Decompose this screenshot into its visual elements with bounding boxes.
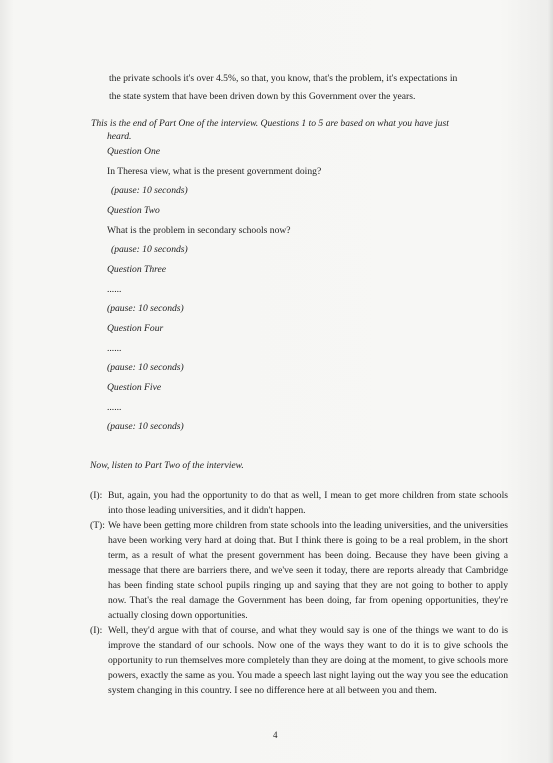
question-four-heading: Question Four	[107, 323, 164, 334]
scan-edge-shadow	[547, 0, 553, 763]
question-three-text: ......	[107, 284, 122, 295]
intro-line-1: the private schools it's over 4.5%, so that, you know, that's the problem, it's expectations in	[109, 73, 458, 84]
dialogue-speaker: (I):	[90, 625, 103, 636]
question-five-heading: Question Five	[107, 382, 162, 393]
question-four-text: ......	[107, 343, 122, 354]
page-number: 4	[273, 730, 278, 740]
dialogue-text: But, again, you had the opportunity to do that as well, I mean to get more children from state schools into those leading universities, and it didn't happen.	[108, 490, 508, 516]
question-five-pause: (pause: 10 seconds)	[107, 421, 184, 432]
question-three-heading: Question Three	[107, 264, 167, 275]
question-two-text: What is the problem in secondary schools now?	[107, 225, 291, 236]
dialogue-text: Well, they'd argue with that of course, and what they would say is one of the things we want to do is improve the standard of our schools. Now one of the ways they want to do it is to give schools the opportunity to run themselves more completely than they are doing at the moment, to give schools more powers, exactly the same as you. You made a speech last night laying out the way you see the education system changing in this country. I see no difference here at all between you and them.	[108, 625, 508, 696]
question-two-pause: (pause: 10 seconds)	[111, 244, 188, 255]
dialogue-speaker: (I):	[90, 490, 103, 501]
question-five-text: ......	[107, 402, 122, 413]
question-three-pause: (pause: 10 seconds)	[107, 303, 184, 314]
question-four-pause: (pause: 10 seconds)	[107, 362, 184, 373]
question-one-pause: (pause: 10 seconds)	[111, 185, 188, 196]
intro-line-2: the state system that have been driven down by this Government over the years.	[109, 91, 416, 102]
question-one-heading: Question One	[107, 146, 161, 157]
question-two-heading: Question Two	[107, 205, 160, 216]
question-one-text: In Theresa view, what is the present government doing?	[107, 166, 322, 177]
part-two-intro: Now, listen to Part Two of the interview.	[90, 460, 244, 471]
dialogue-speaker: (T):	[90, 520, 105, 531]
part-one-end-line-1: This is the end of Part One of the interview. Questions 1 to 5 are based on what you have just	[91, 118, 449, 129]
part-one-end-line-2: heard.	[107, 131, 132, 142]
dialogue-text: We have been getting more children from state schools into the leading universities, and the universities have been working very hard at doing that. But I think there is going to be a real problem, in the short term, as a result of what the present government has been doing. Because they have been giving a message that there are barriers there, and we've seen it today, there are reports already that Cambridge has been finding state school pupils ringing up and saying that they are not going to bother to apply now. That's the real damage the Government has been doing, far from opening opportunities, they're actually closing down opportunities.	[108, 520, 508, 621]
